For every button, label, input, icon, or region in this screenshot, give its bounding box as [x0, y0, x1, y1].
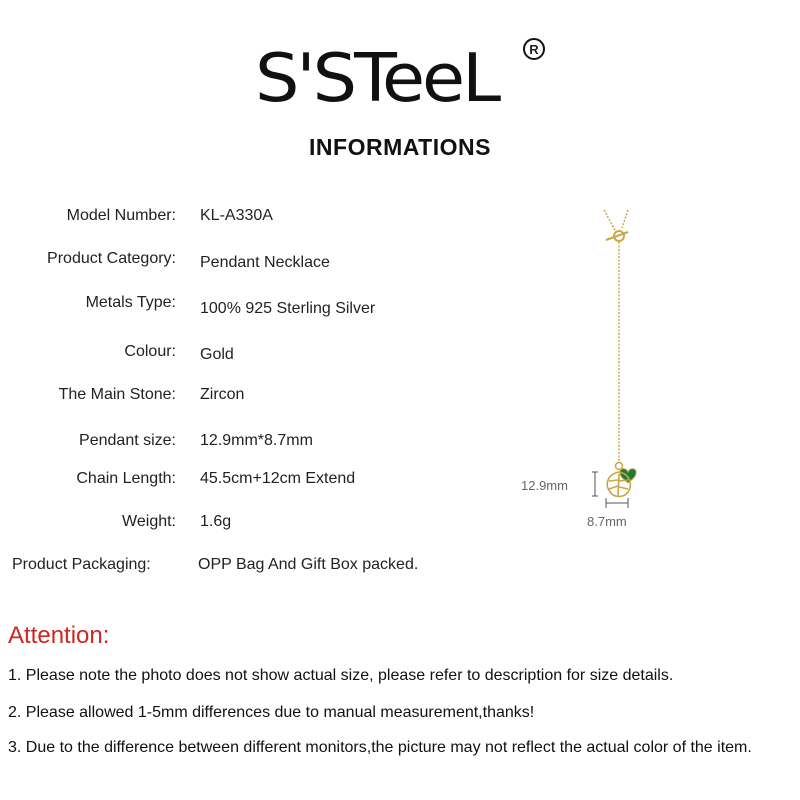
spec-row-pendant-size [0, 432, 520, 456]
spec-row-model-number [0, 207, 520, 231]
spec-value: 12.9mm*8.7mm [200, 432, 313, 449]
spec-value: Pendant Necklace [200, 254, 330, 271]
spec-row-main-stone [0, 386, 520, 410]
spec-value: 1.6g [200, 513, 232, 530]
spec-label: Product Category: [47, 250, 176, 267]
spec-label: Metals Type: [85, 294, 176, 311]
attention-note: 3. Due to the difference between different monitors,the picture may not reflect the actual color of the item. [8, 739, 752, 756]
page-title: INFORMATIONS [309, 134, 491, 160]
spec-row-colour [0, 343, 520, 367]
attention-title: Attention: [8, 622, 110, 649]
pendant-width-label: 8.7mm [587, 514, 627, 529]
brand-logo-text: S'STeeL [255, 39, 499, 117]
chain-right [622, 210, 628, 228]
spec-row-product-packaging [0, 556, 600, 580]
jump-ring [616, 463, 623, 470]
spec-label: Weight: [122, 513, 176, 530]
spec-value: KL-A330A [200, 207, 273, 224]
spec-row-weight [0, 513, 520, 537]
spec-label: Product Packaging: [12, 556, 151, 573]
spec-row-product-category [0, 250, 520, 274]
spec-value: OPP Bag And Gift Box packed. [198, 556, 419, 573]
leaf-pendant [607, 472, 630, 497]
spec-label: Pendant size: [79, 432, 176, 449]
registered-trademark-icon: R [523, 38, 545, 60]
spec-label: The Main Stone: [58, 386, 176, 403]
spec-value: 45.5cm+12cm Extend [200, 470, 356, 487]
spec-row-metals-type [0, 294, 520, 318]
spec-row-chain-length [0, 470, 520, 494]
spec-label: Model Number: [66, 207, 176, 224]
spec-value: Gold [200, 346, 234, 363]
spec-value: Zircon [200, 386, 245, 403]
attention-note: 1. Please note the photo does not show actual size, please refer to description for size details. [8, 667, 674, 684]
product-image [500, 200, 780, 540]
spec-value: 100% 925 Sterling Silver [200, 300, 376, 317]
brand-logo [255, 38, 555, 118]
spec-label: Colour: [124, 343, 176, 360]
spec-label: Chain Length: [76, 470, 176, 487]
pendant-height-label: 12.9mm [521, 478, 568, 493]
attention-note: 2. Please allowed 1-5mm differences due to manual measurement,thanks! [8, 704, 535, 721]
chain-left [604, 210, 616, 232]
